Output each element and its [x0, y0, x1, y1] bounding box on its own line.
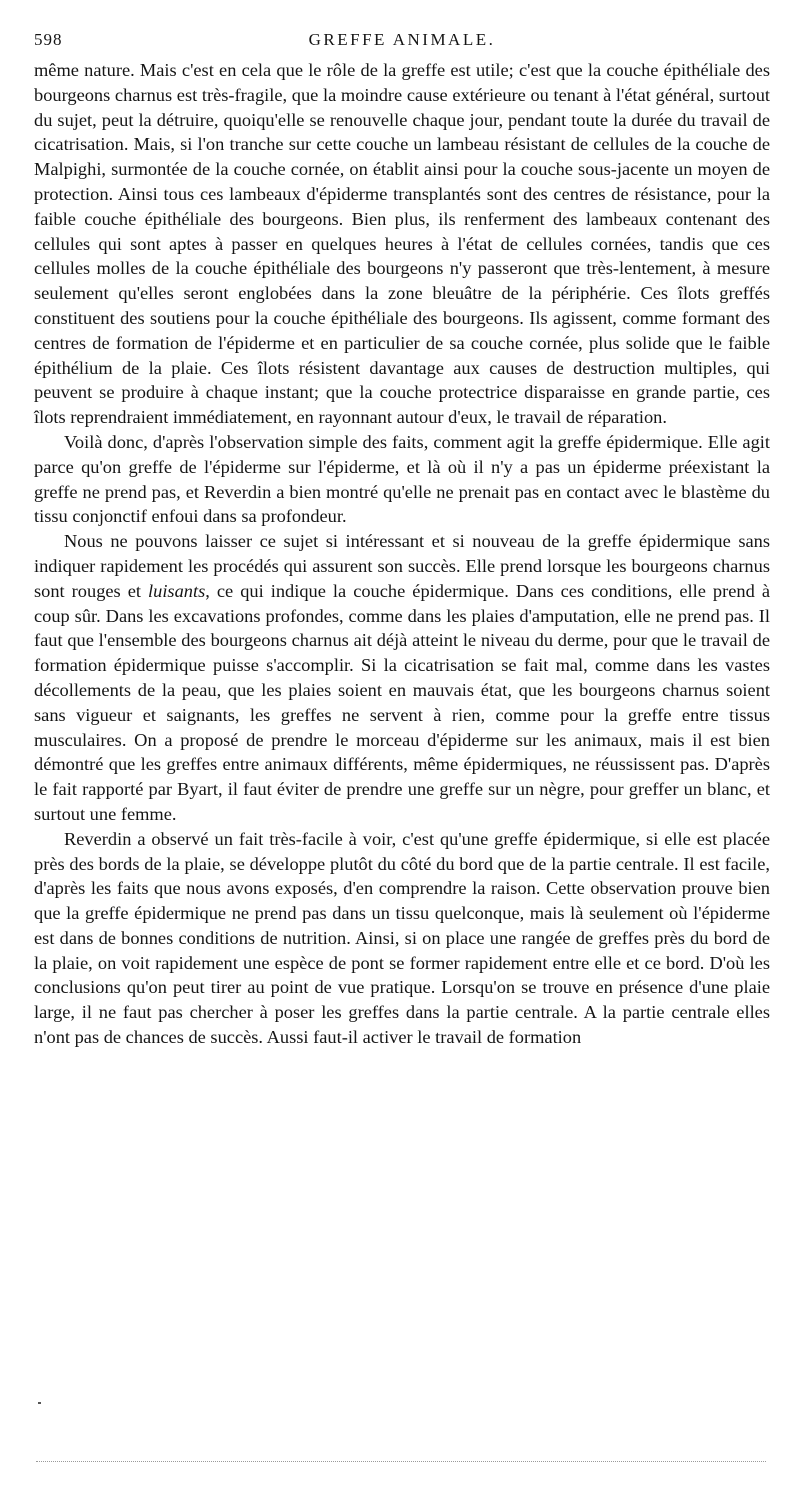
footer-rule	[36, 1461, 766, 1462]
paragraph-text: Reverdin a observé un fait très-facile à voir, c'est qu'une greffe épidermique, si elle est placée près des bords de la plaie, se développe plutôt du côté du bord que de la partie centrale. Il est facile, d'après les faits que nous avons exposés, d'en comprendre la raison. Cette observation prouve bien que la greffe épidermique ne prend pas dans un tissu quelconque, mais là seulement où l'épiderme est dans de bonnes conditions de nutrition. Ainsi, si on place une rangée de greffes près du bord de la plaie, on voit rapidement une espèce de pont se former rapidement entre elle et ce bord. D'où les conclusions qu'on peut tirer au point de vue pratique. Lorsqu'on se trouve en présence d'une plaie large, il ne faut pas chercher à poser les greffes dans la partie centrale. A la partie centrale elles n'ont pas de chances de succès. Aussi faut-il activer le travail de formation	[34, 828, 770, 1048]
body-text	[34, 58, 770, 1050]
scan-speck	[38, 1402, 41, 1404]
page-number: 598	[34, 30, 63, 49]
running-title: GREFFE ANIMALE.	[308, 30, 496, 49]
paragraph-text: Nous ne pouvons laisser ce sujet si intéressant et si nouveau de la greffe épidermique sans indiquer rapidement les procédés qui assurent son succès. Elle prend lorsque les bourgeons charnus sont rouges et	[34, 531, 770, 601]
paragraph-3	[34, 529, 770, 827]
paragraph-text: Voilà donc, d'après l'observation simple des faits, comment agit la greffe épidermique. Elle agit parce qu'on greffe de l'épiderme sur l'épiderme, et là où il n'y a pas un épiderme préexistant la greffe ne prend pas, et Reverdin a bien montré qu'elle ne prenait pas en contact avec le blastème du tissu conjonctif enfoui dans sa profondeur.	[34, 431, 770, 527]
paragraph-text: , ce qui indique la couche épidermique. Dans ces conditions, elle prend à coup sûr. Dans les excavations profondes, comme dans les plaies d'amputation, elle ne prend pas. Il faut que l'ensemble des bourgeons charnus ait déjà atteint le niveau du derme, pour que le travail de formation épidermique puisse s'accomplir. Si la cicatrisation se fait mal, comme dans les vastes décollements de la peau, que les plaies soient en mauvais état, que les bourgeons charnus soient sans vigueur et saignants, les greffes ne servent à rien, comme pour la greffe entre tissus musculaires. On a proposé de prendre le morceau d'épiderme sur les animaux, mais il est bien démontré que les greffes entre animaux différents, même épidermiques, ne réussissent pas. D'après le fait rapporté par Byart, il faut éviter de prendre une greffe sur un nègre, pour greffer un blanc, et surtout une femme.	[34, 580, 770, 824]
paragraph-2	[34, 430, 770, 529]
paragraph-1	[34, 58, 770, 430]
paragraph-4	[34, 827, 770, 1050]
paragraph-text: même nature. Mais c'est en cela que le rôle de la greffe est utile; c'est que la couche épithéliale des bourgeons charnus est très-fragile, que la moindre cause extérieure ou tenant à l'état général, surtout du sujet, peut la détruire, quoiqu'elle se renouvelle chaque jour, pendant toute la durée du travail de cicatrisation. Mais, si l'on tranche sur cette couche un lambeau résistant de cellules de la couche de Malpighi, surmontée de la couche cornée, on établit ainsi pour la couche sous-jacente un moyen de protection. Ainsi tous ces lambeaux d'épiderme transplantés sont des centres de résistance, pour la faible couche épithéliale des bourgeons. Bien plus, ils renferment des lambeaux contenant des cellules qui sont aptes à passer en quelques heures à l'état de cellules cornées, tandis que ces cellules molles de la couche épithéliale des bourgeons n'y passeront que très-lentement, à mesure seulement qu'elles seront englobées dans la zone bleuâtre de la périphérie. Ces îlots greffés constituent des soutiens pour la couche épithéliale des bourgeons. Ils agissent, comme formant des centres de formation de l'épiderme et en particulier de sa couche cornée, plus solide que le faible épithélium de la plaie. Ces îlots résistent davantage aux causes de destruction multiples, qui peuvent se produire à chaque instant; que la couche protectrice disparaisse en grande partie, ces îlots reprendraient immédiatement, en rayonnant autour d'eux, le travail de réparation.	[34, 60, 770, 428]
page-header	[34, 30, 770, 56]
italic-term: luisants	[148, 580, 206, 601]
book-page	[34, 30, 770, 1050]
